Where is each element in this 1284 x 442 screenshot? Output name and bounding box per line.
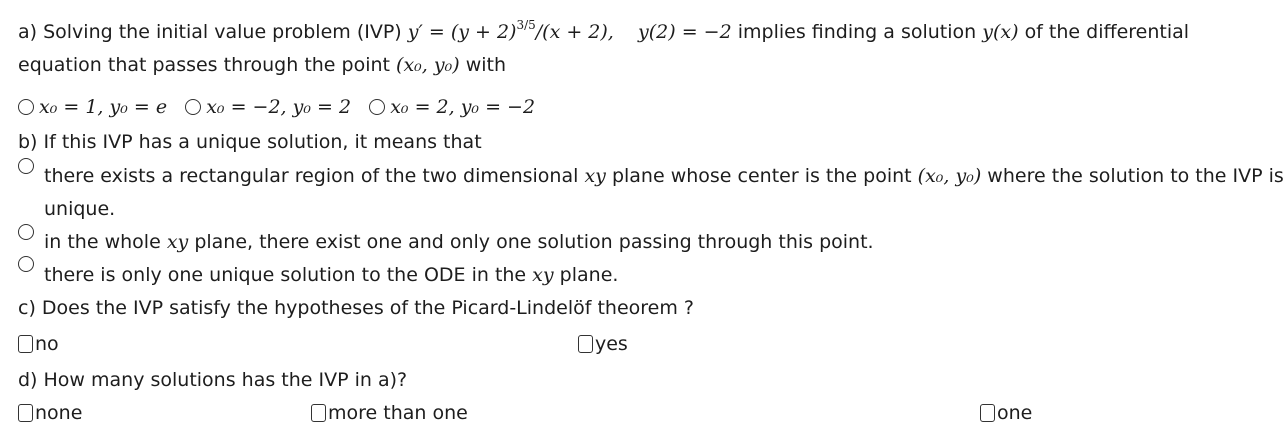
checkbox-icon[interactable] <box>18 335 33 353</box>
option-d-one[interactable] <box>980 402 1032 424</box>
question-a-mid: implies finding a solution <box>737 21 977 43</box>
option-b3-xy: xy <box>532 264 554 286</box>
option-b2-text-b: plane, there exist one and only one solution passing through this point. <box>194 231 874 253</box>
option-d-one-label: one <box>997 402 1033 424</box>
initial-condition: y(2) = −2 <box>638 21 732 43</box>
option-b2-text-a: in the whole <box>44 231 161 253</box>
option-a3-label: x₀ = 2, y₀ = −2 <box>390 96 536 118</box>
question-c: c) Does the IVP satisfy the hypotheses of the Picard-Lindelöf theorem ? <box>18 297 694 319</box>
option-b1-text-b: plane whose center is the point <box>611 165 912 187</box>
question-a <box>18 18 1189 43</box>
option-b3-text-a: there is only one unique solution to the ODE in the <box>44 264 527 286</box>
equation-exponent: 3/5 <box>516 18 536 32</box>
question-b: b) If this IVP has a unique solution, it means that <box>18 131 482 153</box>
option-a2[interactable] <box>185 96 351 118</box>
option-d-more[interactable] <box>311 402 468 424</box>
radio-icon[interactable] <box>369 99 385 115</box>
option-b1-point: (x₀, y₀) <box>917 165 982 187</box>
option-c-yes[interactable] <box>578 333 628 355</box>
option-c-no[interactable] <box>18 333 59 355</box>
option-b1-xy: xy <box>584 165 606 187</box>
checkbox-icon[interactable] <box>578 335 593 353</box>
equation-rhs: /(x + 2), <box>535 21 614 43</box>
option-b3-radio[interactable] <box>18 256 34 272</box>
option-d-none-label: none <box>35 402 83 424</box>
solution-yx: y(x) <box>982 21 1019 43</box>
option-b3-text-b: plane. <box>559 264 619 286</box>
option-a2-label: x₀ = −2, y₀ = 2 <box>206 96 352 118</box>
checkbox-icon[interactable] <box>18 404 33 422</box>
option-b1-radio[interactable] <box>18 158 34 174</box>
radio-icon[interactable] <box>18 99 34 115</box>
radio-icon[interactable] <box>185 99 201 115</box>
equation-lhs: y′ = (y + 2) <box>407 21 517 43</box>
option-b2-radio[interactable] <box>18 224 34 240</box>
option-b3-text <box>44 264 618 286</box>
option-d-none[interactable] <box>18 402 82 424</box>
question-a-intro: a) Solving the initial value problem (IVP) <box>18 21 402 43</box>
option-b1-line1 <box>44 165 1284 187</box>
option-b1-line2: unique. <box>44 198 116 220</box>
option-c-yes-label: yes <box>595 333 628 355</box>
checkbox-icon[interactable] <box>980 404 995 422</box>
checkbox-icon[interactable] <box>311 404 326 422</box>
question-a-line2 <box>18 54 506 76</box>
question-a-line2-text: equation that passes through the point <box>18 54 390 76</box>
option-d-more-label: more than one <box>328 402 468 424</box>
question-d: d) How many solutions has the IVP in a)? <box>18 369 408 391</box>
option-c-no-label: no <box>35 333 59 355</box>
question-a-options <box>18 96 535 118</box>
option-a1-label: x₀ = 1, y₀ = e <box>39 96 168 118</box>
option-b1-text-a: there exists a rectangular region of the two dimensional <box>44 165 579 187</box>
option-a1[interactable] <box>18 96 167 118</box>
question-a-with: with <box>465 54 506 76</box>
question-a-tail: of the differential <box>1024 21 1190 43</box>
option-b1-text-c: where the solution to the IVP is <box>987 165 1284 187</box>
option-b2-text <box>44 231 874 253</box>
option-a3[interactable] <box>369 96 535 118</box>
option-b2-xy: xy <box>166 231 189 253</box>
question-a-point: (x₀, y₀) <box>396 54 460 76</box>
